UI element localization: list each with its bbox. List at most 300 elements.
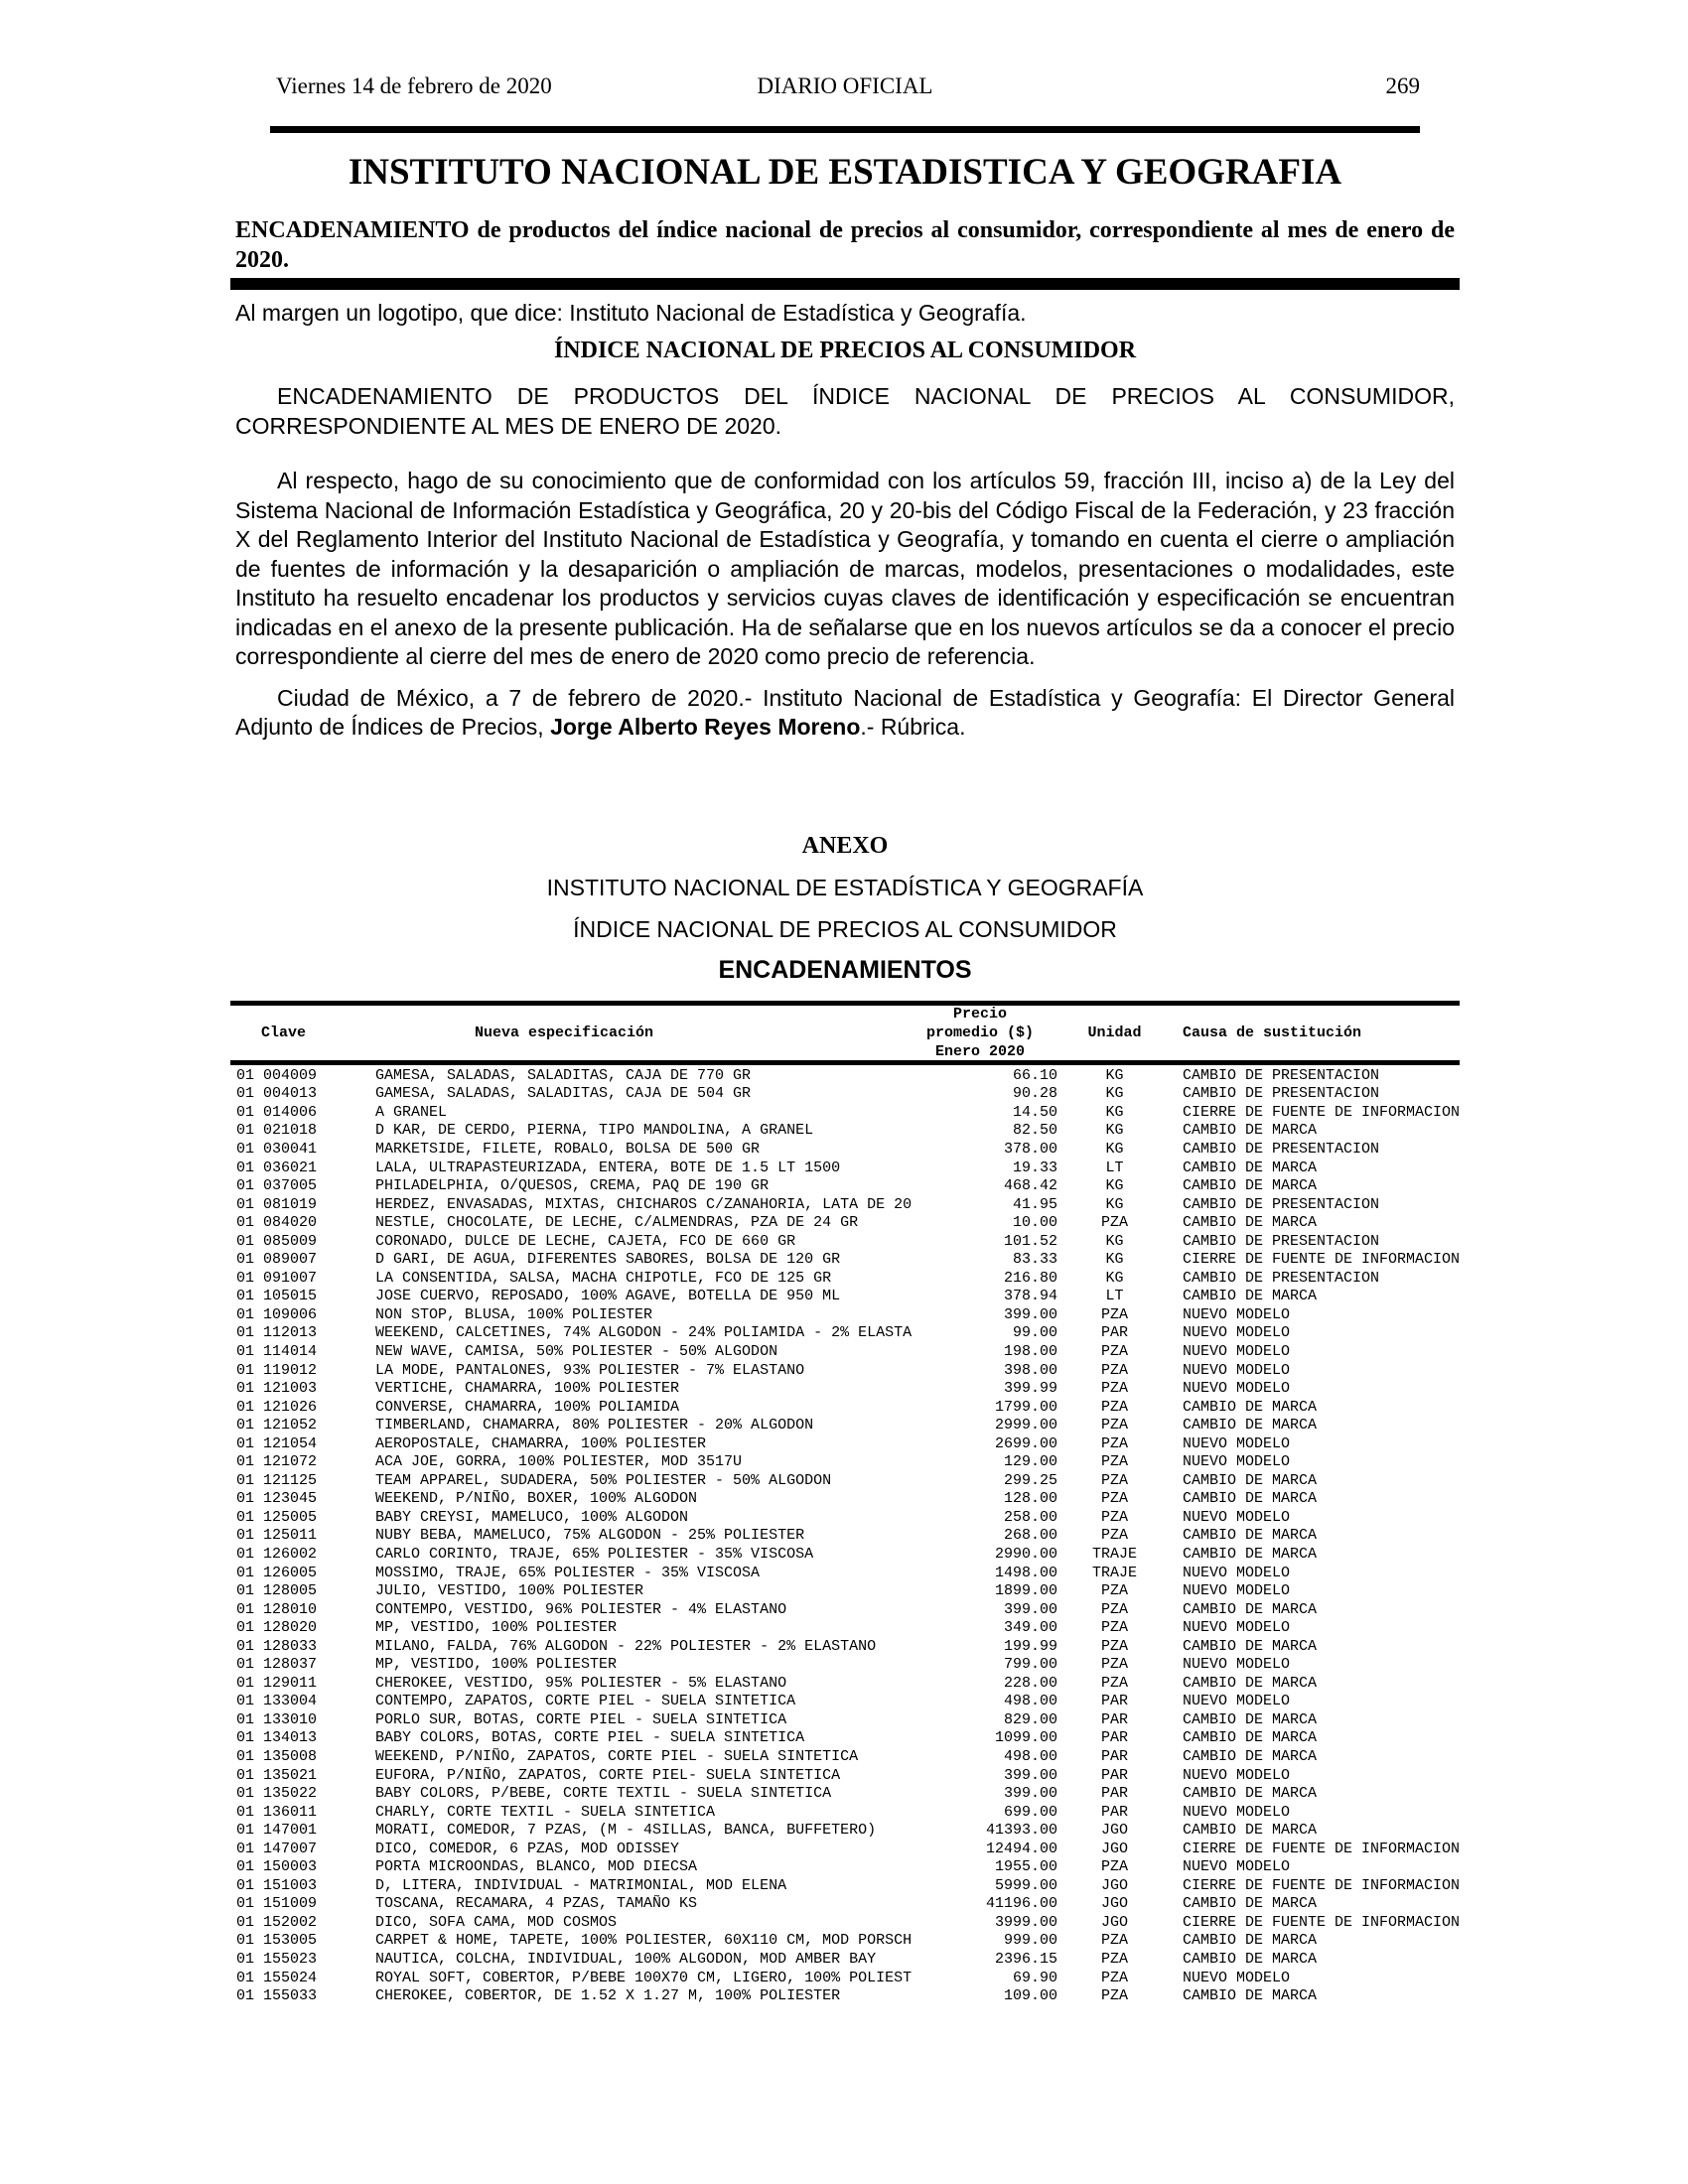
cell-causa: CAMBIO DE PRESENTACION bbox=[1183, 1085, 1380, 1103]
cell-causa: CAMBIO DE MARCA bbox=[1183, 1122, 1318, 1140]
cell-clave: 01 133010 bbox=[236, 1710, 318, 1728]
cell-causa: NUEVO MODELO bbox=[1183, 1324, 1291, 1342]
table-row bbox=[230, 1932, 1460, 1951]
cell-unidad: PAR bbox=[1100, 1324, 1128, 1342]
table-row bbox=[230, 1140, 1460, 1159]
cell-precio: 198.00 bbox=[1003, 1342, 1057, 1360]
cell-unidad: PAR bbox=[1100, 1785, 1128, 1803]
cell-causa: NUEVO MODELO bbox=[1183, 1564, 1291, 1581]
cell-precio: 1099.00 bbox=[994, 1729, 1057, 1747]
cell-especificacion: D, LITERA, INDIVIDUAL - MATRIMONIAL, MOD ELENA bbox=[375, 1876, 787, 1894]
table-row bbox=[230, 1637, 1460, 1656]
table-row bbox=[230, 1342, 1460, 1361]
masthead bbox=[270, 73, 1420, 103]
table-row bbox=[230, 1490, 1460, 1509]
cell-clave: 01 135022 bbox=[236, 1785, 318, 1803]
table-row bbox=[230, 1361, 1460, 1380]
cell-precio: 41.95 bbox=[1012, 1195, 1057, 1213]
cell-unidad: PZA bbox=[1100, 1674, 1128, 1692]
cell-clave: 01 105015 bbox=[236, 1288, 318, 1305]
cell-unidad: PZA bbox=[1100, 1417, 1128, 1434]
table-row bbox=[230, 1508, 1460, 1527]
table-row bbox=[230, 1656, 1460, 1675]
cell-unidad: PAR bbox=[1100, 1766, 1128, 1784]
cell-causa: CIERRE DE FUENTE DE INFORMACION bbox=[1183, 1876, 1460, 1894]
column-header-precio-line1: Precio bbox=[952, 1006, 1007, 1023]
cell-unidad: PZA bbox=[1100, 1951, 1128, 1969]
cell-clave: 01 128005 bbox=[236, 1582, 318, 1600]
cell-precio: 83.33 bbox=[1012, 1251, 1057, 1269]
cell-causa: NUEVO MODELO bbox=[1183, 1453, 1291, 1471]
cell-especificacion: CONTEMPO, ZAPATOS, CORTE PIEL - SUELA SINTETICA bbox=[375, 1693, 796, 1710]
cell-precio: 129.00 bbox=[1003, 1453, 1057, 1471]
cell-causa: NUEVO MODELO bbox=[1183, 1766, 1291, 1784]
table-row bbox=[230, 1564, 1460, 1582]
column-header-especificacion: Nueva especificación bbox=[475, 1024, 654, 1041]
cell-especificacion: WEEKEND, CALCETINES, 74% ALGODON - 24% POLIAMIDA - 2% ELASTA bbox=[375, 1324, 913, 1342]
cell-clave: 01 121026 bbox=[236, 1398, 318, 1416]
cell-clave: 01 147001 bbox=[236, 1822, 318, 1840]
cell-causa: NUEVO MODELO bbox=[1183, 1656, 1291, 1674]
cell-precio: 349.00 bbox=[1003, 1619, 1057, 1637]
paragraph-encadenamiento: ENCADENAMIENTO DE PRODUCTOS DEL ÍNDICE NACIONAL DE PRECIOS AL CONSUMIDOR, CORRESPONDIENTE AL MES DE ENERO DE 2020. bbox=[235, 383, 1455, 439]
masthead-divider bbox=[270, 126, 1420, 133]
cell-causa: CAMBIO DE PRESENTACION bbox=[1183, 1066, 1380, 1084]
cell-unidad: PZA bbox=[1100, 1637, 1128, 1655]
cell-clave: 01 084020 bbox=[236, 1214, 318, 1232]
cell-unidad: JGO bbox=[1100, 1840, 1128, 1857]
cell-clave: 01 151003 bbox=[236, 1876, 318, 1894]
table-row bbox=[230, 1969, 1460, 1987]
cell-especificacion: D KAR, DE CERDO, PIERNA, TIPO MANDOLINA, A GRANEL bbox=[375, 1122, 814, 1140]
cell-unidad: PZA bbox=[1100, 1582, 1128, 1600]
cell-unidad: KG bbox=[1105, 1269, 1124, 1287]
table-row bbox=[230, 1066, 1460, 1085]
table-row bbox=[230, 1710, 1460, 1729]
cell-especificacion: TEAM APPAREL, SUDADERA, 50% POLIESTER - 50% ALGODON bbox=[375, 1471, 832, 1489]
cell-precio: 69.90 bbox=[1012, 1969, 1057, 1986]
cell-clave: 01 121072 bbox=[236, 1453, 318, 1471]
table-row bbox=[230, 1600, 1460, 1619]
document-summary: ENCADENAMIENTO de productos del índice nacional de precios al consumidor, correspondiente al mes de enero de 2020. bbox=[235, 217, 1455, 273]
table-row bbox=[230, 1288, 1460, 1306]
cell-precio: 399.00 bbox=[1003, 1305, 1057, 1323]
cell-clave: 01 114014 bbox=[236, 1342, 318, 1360]
table-row bbox=[230, 1784, 1460, 1803]
cell-precio: 2699.00 bbox=[994, 1434, 1057, 1452]
cell-unidad: PZA bbox=[1100, 1342, 1128, 1360]
cell-unidad: PZA bbox=[1100, 1987, 1128, 2005]
cell-causa: CAMBIO DE MARCA bbox=[1183, 1490, 1318, 1508]
table-row bbox=[230, 1747, 1460, 1766]
cell-clave: 01 151009 bbox=[236, 1895, 318, 1913]
cell-unidad: KG bbox=[1105, 1122, 1124, 1140]
table-body bbox=[230, 1066, 1460, 2005]
cell-causa: CAMBIO DE MARCA bbox=[1183, 1674, 1318, 1692]
cell-especificacion: MP, VESTIDO, 100% POLIESTER bbox=[375, 1619, 618, 1637]
cell-clave: 01 128010 bbox=[236, 1600, 318, 1618]
cell-precio: 399.00 bbox=[1003, 1785, 1057, 1803]
cell-especificacion: BABY COLORS, P/BEBE, CORTE TEXTIL - SUELA SINTETICA bbox=[375, 1785, 832, 1803]
table-row bbox=[230, 1766, 1460, 1785]
cell-precio: 1955.00 bbox=[994, 1858, 1057, 1876]
cell-especificacion: PORTA MICROONDAS, BLANCO, MOD DIECSA bbox=[375, 1858, 698, 1876]
table-row bbox=[230, 1840, 1460, 1858]
cell-especificacion: LA CONSENTIDA, SALSA, MACHA CHIPOTLE, FCO DE 125 GR bbox=[375, 1269, 832, 1287]
cell-precio: 299.25 bbox=[1003, 1471, 1057, 1489]
cell-precio: 2990.00 bbox=[994, 1545, 1057, 1563]
cell-unidad: KG bbox=[1105, 1195, 1124, 1213]
table-row bbox=[230, 1232, 1460, 1251]
cell-unidad: JGO bbox=[1100, 1895, 1128, 1913]
cell-precio: 1498.00 bbox=[994, 1564, 1057, 1581]
cell-especificacion: LALA, ULTRAPASTEURIZADA, ENTERA, BOTE DE 1.5 LT 1500 bbox=[375, 1159, 841, 1176]
cell-especificacion: MILANO, FALDA, 76% ALGODON - 22% POLIESTER - 2% ELASTANO bbox=[375, 1637, 877, 1655]
table-row bbox=[230, 1858, 1460, 1877]
cell-unidad: PZA bbox=[1100, 1508, 1128, 1526]
cell-causa: CAMBIO DE MARCA bbox=[1183, 1545, 1318, 1563]
cell-especificacion: CARPET & HOME, TAPETE, 100% POLIESTER, 60X110 CM, MOD PORSCH bbox=[375, 1932, 913, 1950]
table-row bbox=[230, 1159, 1460, 1177]
cell-precio: 109.00 bbox=[1003, 1987, 1057, 2005]
cell-clave: 01 089007 bbox=[236, 1251, 318, 1269]
annex-section-title: ENCADENAMIENTOS bbox=[718, 956, 972, 984]
cell-precio: 199.99 bbox=[1003, 1637, 1057, 1655]
cell-causa: CAMBIO DE MARCA bbox=[1183, 1471, 1318, 1489]
cell-clave: 01 036021 bbox=[236, 1159, 318, 1176]
cell-unidad: JGO bbox=[1100, 1876, 1128, 1894]
signature-suffix: .- Rúbrica. bbox=[860, 714, 966, 740]
cell-precio: 399.00 bbox=[1003, 1600, 1057, 1618]
cell-especificacion: LA MODE, PANTALONES, 93% POLIESTER - 7% ELASTANO bbox=[375, 1361, 805, 1379]
table-row bbox=[230, 1434, 1460, 1453]
cell-causa: NUEVO MODELO bbox=[1183, 1969, 1291, 1986]
cell-especificacion: EUFORA, P/NIÑO, ZAPATOS, CORTE PIEL- SUELA SINTETICA bbox=[375, 1766, 841, 1784]
cell-especificacion: BABY COLORS, BOTAS, CORTE PIEL - SUELA SINTETICA bbox=[375, 1729, 805, 1747]
document-title: INSTITUTO NACIONAL DE ESTADISTICA Y GEOGRAFIA bbox=[348, 152, 1342, 193]
cell-clave: 01 155033 bbox=[236, 1987, 318, 2005]
cell-precio: 128.00 bbox=[1003, 1490, 1057, 1508]
cell-clave: 01 134013 bbox=[236, 1729, 318, 1747]
cell-causa: CAMBIO DE MARCA bbox=[1183, 1527, 1318, 1545]
cell-precio: 12494.00 bbox=[985, 1840, 1057, 1857]
cell-especificacion: MOSSIMO, TRAJE, 65% POLIESTER - 35% VISCOSA bbox=[375, 1564, 761, 1581]
cell-causa: CAMBIO DE MARCA bbox=[1183, 1785, 1318, 1803]
cell-causa: NUEVO MODELO bbox=[1183, 1858, 1291, 1876]
cell-causa: CAMBIO DE MARCA bbox=[1183, 1710, 1318, 1728]
cell-unidad: PZA bbox=[1100, 1858, 1128, 1876]
cell-precio: 398.00 bbox=[1003, 1361, 1057, 1379]
cell-causa: NUEVO MODELO bbox=[1183, 1803, 1291, 1821]
cell-clave: 01 121054 bbox=[236, 1434, 318, 1452]
cell-clave: 01 085009 bbox=[236, 1232, 318, 1250]
cell-clave: 01 128033 bbox=[236, 1637, 318, 1655]
cell-especificacion: AEROPOSTALE, CHAMARRA, 100% POLIESTER bbox=[375, 1434, 707, 1452]
cell-clave: 01 014006 bbox=[236, 1103, 318, 1121]
column-header-clave: Clave bbox=[261, 1024, 307, 1041]
table-row bbox=[230, 1269, 1460, 1288]
cell-especificacion: JOSE CUERVO, REPOSADO, 100% AGAVE, BOTELLA DE 950 ML bbox=[375, 1288, 841, 1305]
cell-unidad: PAR bbox=[1100, 1803, 1128, 1821]
column-header-precio-line2: promedio ($) bbox=[925, 1024, 1035, 1041]
cell-causa: CIERRE DE FUENTE DE INFORMACION bbox=[1183, 1103, 1460, 1121]
cell-especificacion: NESTLE, CHOCOLATE, DE LECHE, C/ALMENDRAS, PZA DE 24 GR bbox=[375, 1214, 859, 1232]
table-row bbox=[230, 1085, 1460, 1104]
table-row bbox=[230, 1895, 1460, 1914]
cell-precio: 41196.00 bbox=[985, 1895, 1057, 1913]
cell-unidad: PZA bbox=[1100, 1453, 1128, 1471]
cell-clave: 01 081019 bbox=[236, 1195, 318, 1213]
cell-clave: 01 125011 bbox=[236, 1527, 318, 1545]
cell-precio: 101.52 bbox=[1003, 1232, 1057, 1250]
cell-especificacion: NUBY BEBA, MAMELUCO, 75% ALGODON - 25% POLIESTER bbox=[375, 1527, 805, 1545]
table-row bbox=[230, 1803, 1460, 1822]
cell-causa: NUEVO MODELO bbox=[1183, 1693, 1291, 1710]
annex-index-name: ÍNDICE NACIONAL DE PRECIOS AL CONSUMIDOR bbox=[573, 916, 1117, 942]
annex-title: ANEXO bbox=[801, 833, 889, 859]
annex-institution: INSTITUTO NACIONAL DE ESTADÍSTICA Y GEOGRAFÍA bbox=[546, 875, 1144, 900]
table-row bbox=[230, 1986, 1460, 2005]
cell-precio: 399.00 bbox=[1003, 1766, 1057, 1784]
cell-causa: CAMBIO DE MARCA bbox=[1183, 1822, 1318, 1840]
cell-precio: 82.50 bbox=[1012, 1122, 1057, 1140]
cell-especificacion: DICO, COMEDOR, 6 PZAS, MOD ODISSEY bbox=[375, 1840, 680, 1857]
cell-clave: 01 037005 bbox=[236, 1177, 318, 1195]
column-header-unidad: Unidad bbox=[1087, 1024, 1142, 1041]
table-row bbox=[230, 1452, 1460, 1471]
cell-causa: NUEVO MODELO bbox=[1183, 1361, 1291, 1379]
cell-especificacion: GAMESA, SALADAS, SALADITAS, CAJA DE 504 GR bbox=[375, 1085, 752, 1103]
cell-unidad: PZA bbox=[1100, 1600, 1128, 1618]
cell-causa: CAMBIO DE MARCA bbox=[1183, 1214, 1318, 1232]
cell-clave: 01 126005 bbox=[236, 1564, 318, 1581]
table-row bbox=[230, 1471, 1460, 1490]
cell-clave: 01 109006 bbox=[236, 1305, 318, 1323]
cell-especificacion: NAUTICA, COLCHA, INDIVIDUAL, 100% ALGODON, MOD AMBER BAY bbox=[375, 1951, 877, 1969]
cell-causa: CIERRE DE FUENTE DE INFORMACION bbox=[1183, 1251, 1460, 1269]
cell-especificacion: CARLO CORINTO, TRAJE, 65% POLIESTER - 35% VISCOSA bbox=[375, 1545, 814, 1563]
cell-unidad: PZA bbox=[1100, 1434, 1128, 1452]
masthead-date: Viernes 14 de febrero de 2020 bbox=[276, 73, 552, 98]
cell-especificacion: PORLO SUR, BOTAS, CORTE PIEL - SUELA SINTETICA bbox=[375, 1710, 787, 1728]
cell-precio: 216.80 bbox=[1003, 1269, 1057, 1287]
cell-especificacion: NEW WAVE, CAMISA, 50% POLIESTER - 50% ALGODON bbox=[375, 1342, 778, 1360]
signature-paragraph bbox=[235, 684, 1455, 743]
cell-unidad: PZA bbox=[1100, 1527, 1128, 1545]
table-row bbox=[230, 1913, 1460, 1932]
cell-causa: NUEVO MODELO bbox=[1183, 1582, 1291, 1600]
cell-precio: 399.99 bbox=[1003, 1380, 1057, 1398]
cell-precio: 2999.00 bbox=[994, 1417, 1057, 1434]
cell-unidad: PAR bbox=[1100, 1729, 1128, 1747]
table-row bbox=[230, 1729, 1460, 1748]
cell-causa: CAMBIO DE MARCA bbox=[1183, 1159, 1318, 1176]
cell-precio: 258.00 bbox=[1003, 1508, 1057, 1526]
cell-clave: 01 147007 bbox=[236, 1840, 318, 1857]
cell-unidad: PZA bbox=[1100, 1932, 1128, 1950]
cell-causa: CAMBIO DE MARCA bbox=[1183, 1177, 1318, 1195]
table-row bbox=[230, 1213, 1460, 1232]
cell-precio: 378.00 bbox=[1003, 1140, 1057, 1158]
cell-causa: CAMBIO DE MARCA bbox=[1183, 1987, 1318, 2005]
cell-clave: 01 155024 bbox=[236, 1969, 318, 1986]
cell-unidad: KG bbox=[1105, 1232, 1124, 1250]
cell-clave: 01 135021 bbox=[236, 1766, 318, 1784]
paragraph-body: Al respecto, hago de su conocimiento que de conformidad con los artículos 59, fracción III, inciso a) de la Ley del Sistema Nacional de Información Estadística y Geográfica, 20 y 20-bis del Código Fiscal de la Federación, y 23 fracción X del Reglamento Interior del Instituto Nacional de Estadística y Geografía, y tomando en cuenta el cierre o ampliación de fuentes de información y la desaparición o ampliación de marcas, modelos, presentaciones o modalidades, este Instituto ha resuelto encadenar los productos y servicios cuyas claves de identificación y especificación se encuentran indicadas en el anexo de la presente publicación. Ha de señalarse que en los nuevos artículos se da a conocer el precio correspondiente al cierre del mes de enero de 2020 como precio de referencia. bbox=[235, 468, 1455, 669]
cell-unidad: PZA bbox=[1100, 1490, 1128, 1508]
cell-especificacion: DICO, SOFA CAMA, MOD COSMOS bbox=[375, 1913, 618, 1931]
cell-causa: CIERRE DE FUENTE DE INFORMACION bbox=[1183, 1840, 1460, 1857]
cell-clave: 01 126002 bbox=[236, 1545, 318, 1563]
cell-precio: 99.00 bbox=[1012, 1324, 1057, 1342]
cell-unidad: KG bbox=[1105, 1085, 1124, 1103]
table-row bbox=[230, 1821, 1460, 1840]
cell-unidad: TRAJE bbox=[1091, 1564, 1137, 1581]
table-row bbox=[230, 1618, 1460, 1637]
cell-especificacion: A GRANEL bbox=[375, 1103, 448, 1121]
inpc-heading: ÍNDICE NACIONAL DE PRECIOS AL CONSUMIDOR bbox=[553, 338, 1137, 363]
table-row bbox=[230, 1581, 1460, 1600]
cell-especificacion: ACA JOE, GORRA, 100% POLIESTER, MOD 3517U bbox=[375, 1453, 743, 1471]
signature-name: Jorge Alberto Reyes Moreno bbox=[550, 714, 861, 740]
cell-especificacion: HERDEZ, ENVASADAS, MIXTAS, CHICHAROS C/ZANAHORIA, LATA DE 20 bbox=[375, 1195, 913, 1213]
cell-unidad: PZA bbox=[1100, 1656, 1128, 1674]
cell-unidad: PAR bbox=[1100, 1693, 1128, 1710]
cell-causa: CAMBIO DE PRESENTACION bbox=[1183, 1232, 1380, 1250]
cell-precio: 799.00 bbox=[1003, 1656, 1057, 1674]
cell-causa: CAMBIO DE MARCA bbox=[1183, 1932, 1318, 1950]
cell-causa: NUEVO MODELO bbox=[1183, 1380, 1291, 1398]
cell-causa: CAMBIO DE MARCA bbox=[1183, 1600, 1318, 1618]
cell-causa: NUEVO MODELO bbox=[1183, 1342, 1291, 1360]
cell-clave: 01 004013 bbox=[236, 1085, 318, 1103]
cell-precio: 41393.00 bbox=[985, 1822, 1057, 1840]
cell-unidad: PZA bbox=[1100, 1471, 1128, 1489]
column-header-precio bbox=[920, 1005, 1040, 1061]
column-header-causa: Causa de sustitución bbox=[1183, 1024, 1362, 1041]
table-row bbox=[230, 1876, 1460, 1895]
cell-clave: 01 128037 bbox=[236, 1656, 318, 1674]
cell-clave: 01 121003 bbox=[236, 1380, 318, 1398]
cell-unidad: KG bbox=[1105, 1103, 1124, 1121]
cell-precio: 1799.00 bbox=[994, 1398, 1057, 1416]
table-row bbox=[230, 1324, 1460, 1343]
cell-especificacion: BABY CREYSI, MAMELUCO, 100% ALGODON bbox=[375, 1508, 689, 1526]
cell-clave: 01 128020 bbox=[236, 1619, 318, 1637]
cell-unidad: PAR bbox=[1100, 1710, 1128, 1728]
table-row bbox=[230, 1416, 1460, 1434]
table-header-rule bbox=[230, 1060, 1460, 1065]
cell-precio: 66.10 bbox=[1012, 1066, 1057, 1084]
cell-clave: 01 136011 bbox=[236, 1803, 318, 1821]
cell-precio: 10.00 bbox=[1012, 1214, 1057, 1232]
cell-causa: CAMBIO DE PRESENTACION bbox=[1183, 1269, 1380, 1287]
cell-especificacion: WEEKEND, P/NIÑO, ZAPATOS, CORTE PIEL - SUELA SINTETICA bbox=[375, 1748, 859, 1765]
cell-precio: 999.00 bbox=[1003, 1932, 1057, 1950]
cell-clave: 01 129011 bbox=[236, 1674, 318, 1692]
cell-unidad: KG bbox=[1105, 1251, 1124, 1269]
cell-unidad: PAR bbox=[1100, 1748, 1128, 1765]
cell-clave: 01 121125 bbox=[236, 1471, 318, 1489]
cell-especificacion: CONTEMPO, VESTIDO, 96% POLIESTER - 4% ELASTANO bbox=[375, 1600, 787, 1618]
cell-clave: 01 030041 bbox=[236, 1140, 318, 1158]
cell-causa: NUEVO MODELO bbox=[1183, 1305, 1291, 1323]
cell-especificacion: D GARI, DE AGUA, DIFERENTES SABORES, BOLSA DE 120 GR bbox=[375, 1251, 841, 1269]
cell-causa: CAMBIO DE MARCA bbox=[1183, 1288, 1318, 1305]
cell-unidad: KG bbox=[1105, 1140, 1124, 1158]
cell-precio: 1899.00 bbox=[994, 1582, 1057, 1600]
masthead-publication: DIARIO OFICIAL bbox=[757, 73, 933, 98]
cell-especificacion: NON STOP, BLUSA, 100% POLIESTER bbox=[375, 1305, 653, 1323]
cell-precio: 498.00 bbox=[1003, 1748, 1057, 1765]
cell-especificacion: PHILADELPHIA, O/QUESOS, CREMA, PAQ DE 190 GR bbox=[375, 1177, 770, 1195]
cell-causa: CAMBIO DE MARCA bbox=[1183, 1748, 1318, 1765]
cell-causa: NUEVO MODELO bbox=[1183, 1619, 1291, 1637]
table-row bbox=[230, 1195, 1460, 1214]
cell-clave: 01 112013 bbox=[236, 1324, 318, 1342]
table-row bbox=[230, 1250, 1460, 1269]
cell-precio: 468.42 bbox=[1003, 1177, 1057, 1195]
cell-precio: 5999.00 bbox=[994, 1876, 1057, 1894]
masthead-page-number: 269 bbox=[1385, 73, 1420, 98]
cell-causa: CAMBIO DE PRESENTACION bbox=[1183, 1195, 1380, 1213]
cell-causa: NUEVO MODELO bbox=[1183, 1434, 1291, 1452]
cell-precio: 2396.15 bbox=[994, 1951, 1057, 1969]
cell-especificacion: CONVERSE, CHAMARRA, 100% POLIAMIDA bbox=[375, 1398, 680, 1416]
cell-unidad: PZA bbox=[1100, 1619, 1128, 1637]
cell-clave: 01 123045 bbox=[236, 1490, 318, 1508]
cell-especificacion: JULIO, VESTIDO, 100% POLIESTER bbox=[375, 1582, 644, 1600]
cell-causa: CAMBIO DE MARCA bbox=[1183, 1895, 1318, 1913]
cell-unidad: PZA bbox=[1100, 1398, 1128, 1416]
cell-clave: 01 135008 bbox=[236, 1748, 318, 1765]
cell-especificacion: MP, VESTIDO, 100% POLIESTER bbox=[375, 1656, 618, 1674]
cell-especificacion: CORONADO, DULCE DE LECHE, CAJETA, FCO DE 660 GR bbox=[375, 1232, 796, 1250]
cell-precio: 268.00 bbox=[1003, 1527, 1057, 1545]
cell-causa: NUEVO MODELO bbox=[1183, 1508, 1291, 1526]
cell-precio: 699.00 bbox=[1003, 1803, 1057, 1821]
cell-unidad: JGO bbox=[1100, 1913, 1128, 1931]
cell-causa: CAMBIO DE MARCA bbox=[1183, 1951, 1318, 1969]
cell-precio: 498.00 bbox=[1003, 1693, 1057, 1710]
cell-unidad: TRAJE bbox=[1091, 1545, 1137, 1563]
cell-especificacion: WEEKEND, P/NIÑO, BOXER, 100% ALGODON bbox=[375, 1490, 698, 1508]
cell-clave: 01 155023 bbox=[236, 1951, 318, 1969]
table-row bbox=[230, 1176, 1460, 1195]
table-row bbox=[230, 1693, 1460, 1711]
cell-unidad: JGO bbox=[1100, 1822, 1128, 1840]
table-row bbox=[230, 1527, 1460, 1546]
cell-precio: 228.00 bbox=[1003, 1674, 1057, 1692]
summary-divider bbox=[230, 278, 1460, 290]
cell-unidad: PZA bbox=[1100, 1305, 1128, 1323]
cell-especificacion: CHEROKEE, COBERTOR, DE 1.52 X 1.27 M, 100% POLIESTER bbox=[375, 1987, 841, 2005]
document-body bbox=[235, 299, 1455, 743]
cell-especificacion: MORATI, COMEDOR, 7 PZAS, (M - 4SILLAS, BANCA, BUFFETERO) bbox=[375, 1822, 877, 1840]
table-row bbox=[230, 1122, 1460, 1141]
cell-unidad: PZA bbox=[1100, 1380, 1128, 1398]
signature-prefix: Ciudad de México, a 7 de febrero de 2020.- Instituto Nacional de Estadística y Geografía: El Director General Adjunto de Índices de Precios, bbox=[235, 684, 1455, 740]
cell-clave: 01 152002 bbox=[236, 1913, 318, 1931]
cell-clave: 01 153005 bbox=[236, 1932, 318, 1950]
cell-especificacion: TIMBERLAND, CHAMARRA, 80% POLIESTER - 20% ALGODON bbox=[375, 1417, 814, 1434]
cell-precio: 90.28 bbox=[1012, 1085, 1057, 1103]
cell-especificacion: CHARLY, CORTE TEXTIL - SUELA SINTETICA bbox=[375, 1803, 716, 1821]
cell-clave: 01 133004 bbox=[236, 1693, 318, 1710]
cell-precio: 14.50 bbox=[1012, 1103, 1057, 1121]
table-row bbox=[230, 1545, 1460, 1564]
cell-unidad: PZA bbox=[1100, 1969, 1128, 1986]
